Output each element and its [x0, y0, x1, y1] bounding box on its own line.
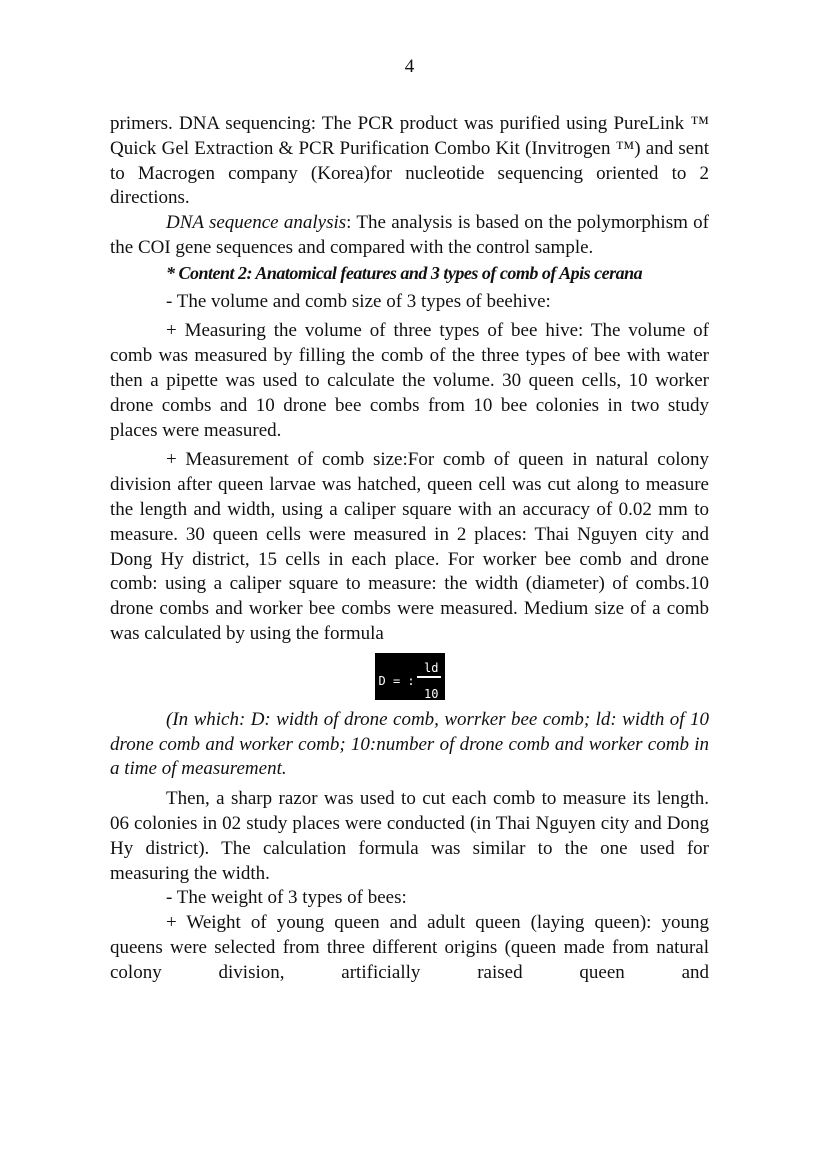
- paragraph-comb-size: + Measurement of comb size:For comb of queen in natural colony division after queen larvae was hatched, queen cell was cut along to measure the length and width, using a caliper square with an accuracy of 0.02 mm to measure. 30 queen cells were measured in 2 places: Thai Nguyen city and Dong Hy district, 15 cells in each place. For worker bee comb and drone comb: using a caliper square to measure: the width (diameter) of combs.10 drone combs and worker bee combs were measured. Medium size of a comb was calculated by using the formula: [110, 449, 709, 644]
- paragraph-sequencing: primers. DNA sequencing: The PCR product was purified using PureLink ™ Quick Gel Extraction & PCR Purification Combo Kit (Invitrogen ™) and sent to Macrogen company (Korea)for nucleotide sequencing oriented to 2 directions.: [110, 113, 709, 209]
- formula-fraction-bar: [417, 676, 441, 678]
- paragraph-formula-legend: (In which: D: width of drone comb, worrker bee comb; ld: width of 10 drone comb and worker comb; 10:number of drone comb and worker comb in a time of measurement.: [110, 708, 709, 780]
- sequence-analysis-text: : The analysis is based on the polymorphism of the COI gene sequences and compared with the control sample.: [110, 212, 710, 258]
- paragraph-queen-weight: + Weight of young queen and adult queen (laying queen): young queens were selected from three different origins (queen made from natural colony division, artificially raised queen and: [110, 912, 709, 983]
- paragraph-volume-size-intro: - The volume and comb size of 3 types of beehive:: [166, 290, 551, 312]
- paragraph-weight-intro: - The weight of 3 types of bees:: [166, 887, 407, 909]
- formula-lhs: D = :: [378, 673, 415, 688]
- paragraph-length-measurement: Then, a sharp razor was used to cut each comb to measure its length. 06 colonies in 02 study places were conducted (in Thai Nguyen city and Dong Hy district). The calculation formula was similar to the one used for measuring the width.: [110, 788, 709, 884]
- formula-denominator: 10: [424, 686, 439, 701]
- formula-image: [375, 653, 445, 700]
- content-2-heading: * Content 2: Anatomical features and 3 types of comb of Apis cerana: [166, 262, 643, 283]
- document-body: [110, 112, 709, 986]
- paragraph-volume-measurement: + Measuring the volume of three types of bee hive: The volume of comb was measured by filling the comb of the three types of bee with water then a pipette was used to calculate the volume. 30 queen cells, 10 worker drone combs and 10 drone bee combs from 10 bee colonies in two study places were measured.: [110, 320, 709, 441]
- formula-numerator: ld: [424, 660, 439, 675]
- sequence-analysis-label: DNA sequence analysis: [166, 212, 347, 234]
- page-number: 4: [404, 56, 415, 77]
- paragraph-sequence-analysis: [110, 211, 709, 261]
